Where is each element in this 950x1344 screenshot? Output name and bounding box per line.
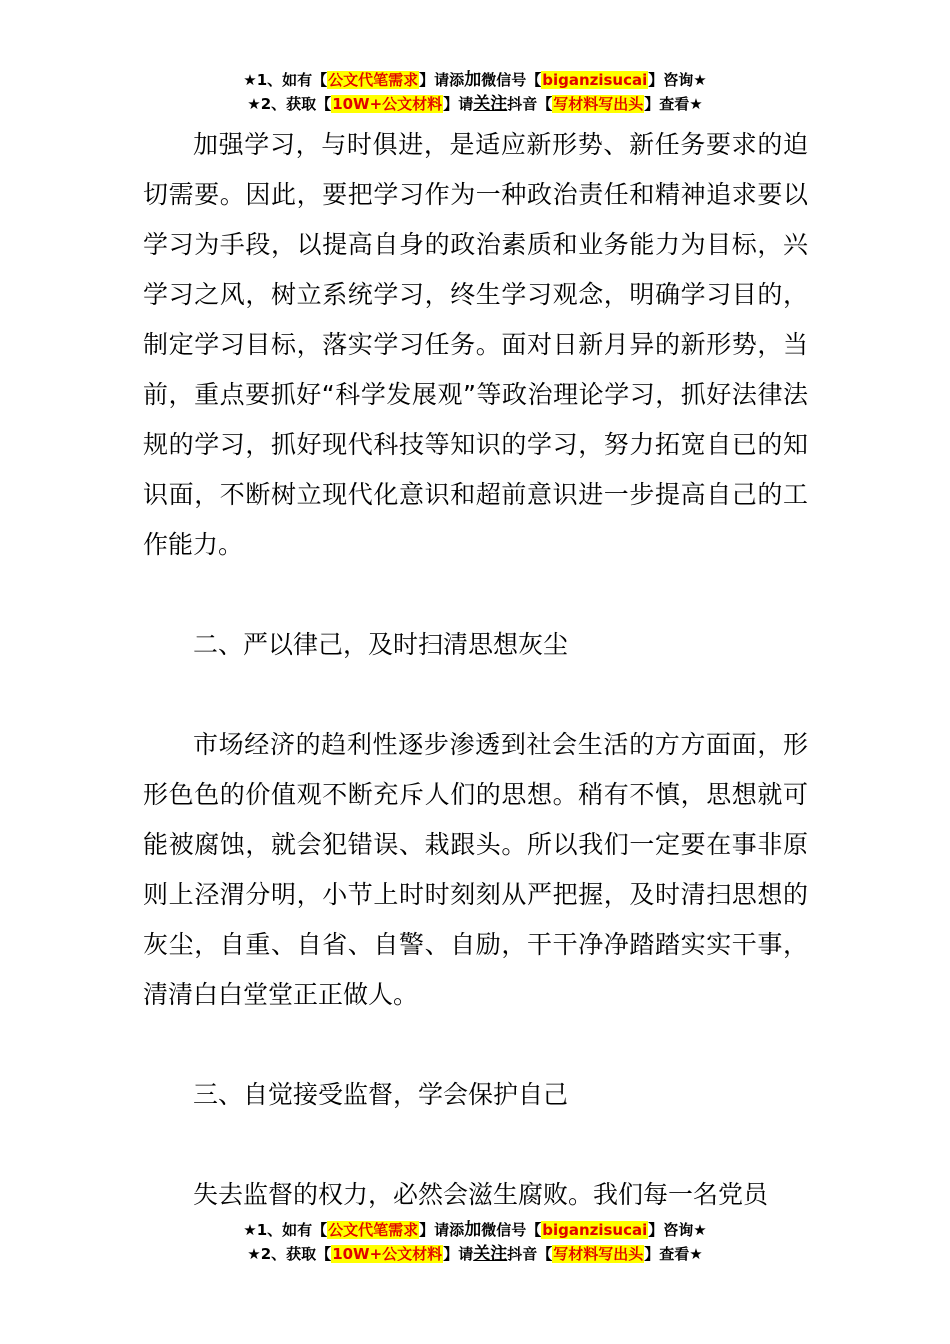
banner-text: ★1、如有【 — [243, 1221, 328, 1239]
banner-text: 微信号【 — [481, 71, 542, 89]
paragraph: 加强学习，与时俱进，是适应新形势、新任务要求的迫切需要。因此，要把学习作为一种政治责任和精神追求要以学习为手段，以提高自身的政治素质和业务能力为目标，兴学习之风，树立系统学习，终生学习观念，明确学习目的，制定学习目标，落实学习任务。面对日新月异的新形势，当前，重点要抓好“科学发展观”等政治理论学习，抓好法律法规的学习，抓好现代科技等知识的学习，努力拓宽自已的知识面，不断树立现代化意识和超前意识进一步提高自己的工作能力。 — [143, 130, 808, 559]
banner-text: 】查看★ — [644, 1245, 703, 1263]
banner-text: ★1、如有【 — [243, 71, 328, 89]
banner-text: 】请 — [443, 1245, 474, 1263]
banner-highlight: biganzisucai — [542, 1221, 648, 1239]
banner-line-2 — [0, 1242, 950, 1266]
paragraph: 失去监督的权力，必然会滋生腐败。我们每一名党员 — [193, 1180, 769, 1209]
paragraph: 市场经济的趋利性逐步渗透到社会生活的方方面面，形形色色的价值观不断充斥人们的思想。稍有不慎，思想就可能被腐蚀，就会犯错误、栽跟头。所以我们一定要在事非原则上泾渭分明，小节上时时刻刻从严把握，及时清扫思想的灰尘，自重、自省、自警、自励，干干净净踏踏实实干事，清清白白堂堂正正做人。 — [143, 730, 808, 1009]
banner-text: 】查看★ — [644, 95, 703, 113]
banner-text: 加 — [464, 1220, 482, 1240]
banner-highlight: 公文代笔需求 — [328, 1221, 419, 1239]
banner-text: 抖音【 — [507, 1245, 553, 1263]
banner-text: 】请添 — [419, 71, 465, 89]
banner-highlight: biganzisucai — [542, 71, 648, 89]
banner-text: 加 — [464, 70, 482, 90]
banner-line-1 — [0, 68, 950, 92]
banner-highlight: 10W+公文材料 — [332, 1245, 443, 1263]
banner-highlight: 10W+公文材料 — [332, 95, 443, 113]
banner-highlight: 写材料写出头 — [553, 1245, 644, 1263]
header-banner — [0, 68, 950, 116]
banner-text: 抖音【 — [507, 95, 553, 113]
document-body — [143, 120, 808, 1220]
banner-text: 微信号【 — [481, 1221, 542, 1239]
banner-text: 】咨询★ — [648, 71, 707, 89]
banner-text: 】请添 — [419, 1221, 465, 1239]
banner-line-2 — [0, 92, 950, 116]
banner-text: 关注 — [473, 1244, 508, 1264]
banner-text: ★2、获取【 — [247, 1245, 332, 1263]
banner-text: ★2、获取【 — [247, 95, 332, 113]
banner-text: 】请 — [443, 95, 474, 113]
banner-text: 】咨询★ — [648, 1221, 707, 1239]
section-heading: 二、严以律己，及时扫清思想灰尘 — [193, 630, 569, 659]
banner-highlight: 写材料写出头 — [553, 95, 644, 113]
banner-line-1 — [0, 1218, 950, 1242]
section-heading: 三、自觉接受监督，学会保护自己 — [193, 1080, 569, 1109]
footer-banner — [0, 1218, 950, 1266]
banner-text: 关注 — [473, 94, 508, 114]
banner-highlight: 公文代笔需求 — [328, 71, 419, 89]
